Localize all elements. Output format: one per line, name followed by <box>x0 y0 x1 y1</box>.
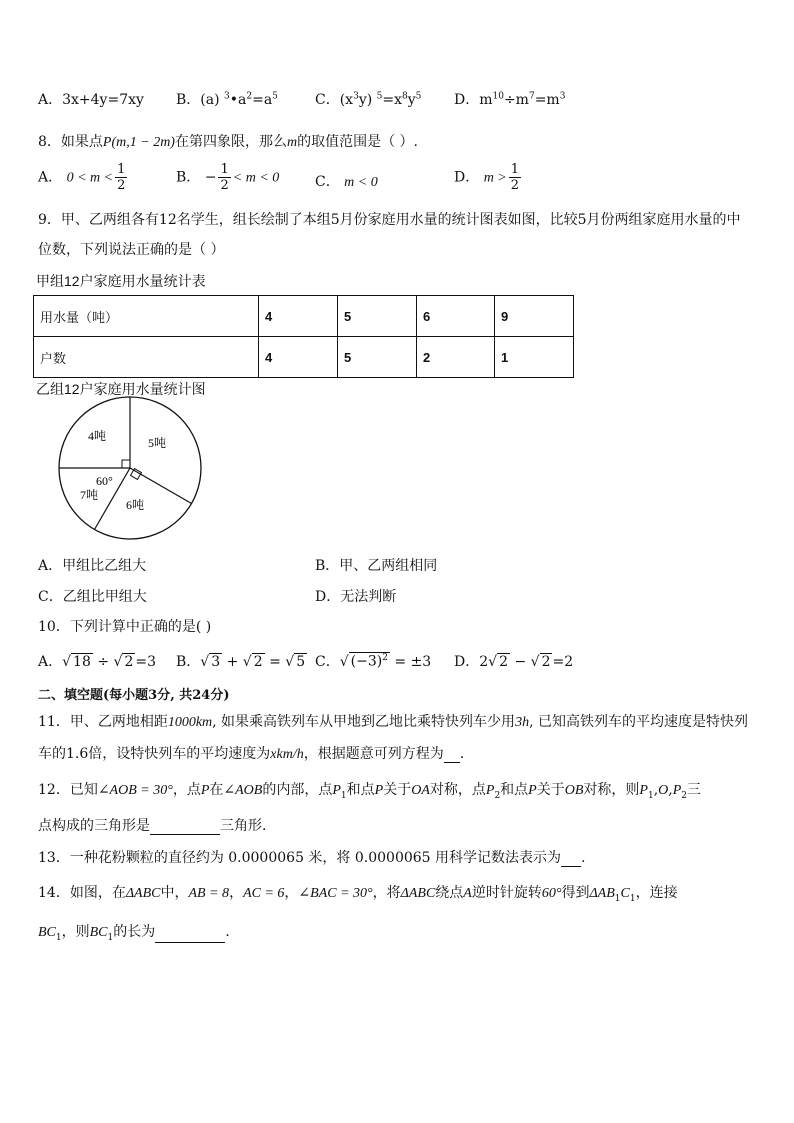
q14-a: 14．如图，在 <box>38 885 126 901</box>
q7-c-rest: y) <box>358 92 373 108</box>
q10-b-op: + <box>226 654 239 670</box>
q14-d: 绕点 <box>435 885 464 901</box>
q10-c-label: C． <box>315 654 340 670</box>
q8-d-expr: m > <box>483 170 507 186</box>
q9-option-d: D．无法判断 <box>315 589 397 605</box>
q12-g: 对称，点 <box>429 782 486 798</box>
pie-label-6: 6吨 <box>126 498 145 512</box>
q11-l1-post: , 已知高铁列车的平均速度是特快列 <box>529 714 748 730</box>
q12-p-3: P <box>528 783 537 798</box>
q12-line1: 12．已知∠AOB = 30°，点P在∠AOB的内部，点$P_1$和点P关于OA对称，点$P_2$和点P关于OB对称，则$P_1,O,P_2$三 <box>38 782 702 801</box>
q7-c-sup2: 5 <box>376 91 383 102</box>
q10-a-radicand2: 2 <box>124 654 134 670</box>
q10-d-radicand2: 2 <box>541 654 551 670</box>
q7-c-text: C．(x <box>315 92 354 108</box>
table-cell: 用水量（吨） <box>34 296 259 337</box>
table-row <box>34 296 574 337</box>
q7-c-sup: 3 <box>353 91 359 102</box>
q11-speed: xkm/h <box>270 747 304 762</box>
q10-c-radical <box>349 652 390 670</box>
q11-line1 <box>38 711 748 731</box>
q14-e: 逆时针旋转 <box>471 885 542 901</box>
q14-bc1-2: BC <box>89 925 108 940</box>
q12-set-p2: P <box>672 783 682 798</box>
q10-a-radicand1: 18 <box>73 654 91 670</box>
q10-a-result: =3 <box>135 654 156 670</box>
q7-c-sup3: 8 <box>402 91 408 102</box>
q10-d-result: =2 <box>552 654 574 670</box>
q8-b-minus: − <box>204 169 217 186</box>
q8-d-label: D． <box>454 169 480 186</box>
q12-i: 对称，则 <box>583 782 640 798</box>
section-heading: 二、填空题(每小题3分, 共24分) <box>38 688 230 703</box>
q13-text: 13．一种花粉颗粒的直径约为 0.0000065 米，将 0.0000065 用科学记数法表示为 <box>38 850 562 866</box>
q10-d-radicand1: 2 <box>499 654 508 670</box>
q7-d-rest: ÷m <box>503 92 529 108</box>
q8-option-b <box>176 163 279 192</box>
q8-stem-post: 的取值范围是（ ）. <box>297 134 418 150</box>
q7-b-sup2: 2 <box>246 91 253 102</box>
q9-option-a: A．甲组比乙组大 <box>38 558 147 574</box>
q14-ac: AC = 6 <box>243 886 285 901</box>
q8-d-fraction <box>509 163 521 192</box>
right-angle-mark <box>122 460 130 468</box>
pie-label-4: 4吨 <box>88 429 107 443</box>
q7-c-sup4: 5 <box>415 91 422 102</box>
q14-l2-b: ，则 <box>61 924 90 940</box>
q7-b-text: B．(a) <box>176 92 220 108</box>
q12-p: P <box>200 783 210 798</box>
table-cell: 2 <box>417 337 495 378</box>
q12-l2-pre: 点构成的三角形是 <box>38 818 150 834</box>
q9-pie-chart <box>52 392 212 552</box>
q11-l2-pre: 车的1.6倍，设特快列车的平均速度为 <box>38 746 271 762</box>
table-cell: 9 <box>495 296 574 337</box>
q8-d-num: 1 <box>510 162 520 177</box>
q7-b-rest2: =a <box>252 92 273 108</box>
q12-a: 12．已知 <box>38 782 98 798</box>
q8-a-num: 1 <box>117 162 126 177</box>
q9-table-title: 甲组12户家庭用水量统计表 <box>36 273 206 289</box>
q10-b-eq: = <box>269 654 281 670</box>
q7-d-text: D．m <box>454 92 493 108</box>
q10-option-a: A．√ 18 ÷ √ 2 =3 <box>38 654 156 670</box>
q7-b-sup3: 5 <box>272 91 278 102</box>
q14-f: 得到 <box>561 885 590 901</box>
pie-label-7: 7吨 <box>80 488 99 502</box>
q7-d-sup3: 3 <box>559 91 566 102</box>
q10-c-inner: (−3) <box>350 654 383 670</box>
q12-b: ，点 <box>172 782 201 798</box>
q12-f2: 关于 <box>536 782 565 798</box>
q8-stem-mid: 在第四象限，那么 <box>174 134 287 150</box>
q13-end: . <box>581 850 586 866</box>
table-cell: 4 <box>259 337 338 378</box>
q10-c-exp: 2 <box>382 653 388 664</box>
q14-g: ，连接 <box>635 885 678 901</box>
table-cell: 5 <box>338 296 417 337</box>
answer-blank <box>155 928 225 943</box>
q8-b-num: 1 <box>220 162 229 177</box>
q14-l2-c: 的长为 <box>113 924 156 940</box>
q7-option-a: A．3x+4y=7xy <box>38 92 144 108</box>
q8-a-den: 2 <box>117 178 126 193</box>
answer-blank <box>444 748 460 763</box>
q14-deg: 60° <box>541 886 562 901</box>
q12-h: 和点 <box>500 782 529 798</box>
q11-line2: 车的1.6倍，设特快列车的平均速度为xkm/h，根据题意可列方程为 . <box>38 746 465 762</box>
table-cell: 户数 <box>34 337 259 378</box>
q11-time: 3h <box>515 715 530 730</box>
q10-d-label: D． <box>454 654 480 670</box>
q8-a-fraction <box>115 163 127 192</box>
q7-d-sup: 10 <box>492 91 504 102</box>
q10-stem: 10．下列计算中正确的是( ) <box>38 619 212 635</box>
q7-option-b <box>176 89 278 109</box>
q13-line <box>38 847 585 867</box>
q11-dist: 1000km <box>167 715 213 730</box>
q14-tri2: ΔABC <box>400 886 436 901</box>
q7-b-sup: 3 <box>224 91 230 102</box>
q8-b-fraction <box>218 163 230 192</box>
table-cell: 6 <box>417 296 495 337</box>
q8-c-expr: m < 0 <box>344 175 378 190</box>
q8-stem <box>38 131 418 151</box>
q12-oa: OA <box>411 783 430 798</box>
q14-line1: 14．如图，在ΔABC中，AB = 8，AC = 6，∠BAC = 30°，将ΔABC绕点A逆时针旋转60°得到$\Delta AB_1C_1$，连接 <box>38 885 678 904</box>
q9-stem-line1: 9．甲、乙两组各有12名学生，组长绘制了本组5月份家庭用水量的统计图表如图，比较5月份两组家庭用水量的中 <box>38 212 741 228</box>
q12-p2: P <box>485 783 495 798</box>
q7-c-rest3: y <box>407 92 416 108</box>
q12-p-2: P <box>374 783 384 798</box>
q9-option-b: B．甲、乙两组相同 <box>315 558 438 574</box>
q14-line2: $BC_1$，则$BC_1$的长为 . <box>38 924 230 943</box>
q14-end: . <box>225 924 230 940</box>
q8-b-den: 2 <box>220 178 229 193</box>
q9-option-c: C．乙组比甲组大 <box>38 589 147 605</box>
q12-j: 三 <box>687 782 702 798</box>
q12-l2-post: 三角形. <box>220 818 267 834</box>
answer-blank <box>561 852 581 867</box>
q12-d: 的内部，点 <box>262 782 333 798</box>
q8-b-label: B． <box>176 169 201 186</box>
q12-f: 关于 <box>383 782 412 798</box>
table-cell: 1 <box>495 337 574 378</box>
q7-b-rest: •a <box>229 92 247 108</box>
q8-var: m <box>286 135 298 150</box>
q7-d-sup2: 7 <box>528 91 535 102</box>
q11-l2-post: ，根据题意可列方程为 <box>303 746 444 762</box>
q8-option-c <box>315 171 378 191</box>
answer-blank <box>150 820 220 835</box>
table-row <box>34 337 574 378</box>
q8-option-d <box>454 163 523 192</box>
q14-b: 中， <box>160 885 189 901</box>
q8-c-label: C． <box>315 174 340 190</box>
q14-tri: ΔABC <box>125 886 161 901</box>
q8-a-label: A． <box>38 169 63 186</box>
q8-stem-pre: 8．如果点 <box>38 134 103 150</box>
q10-option-c: C．√ $(-3)^2 = \pm 3$ <box>315 653 432 670</box>
q14-bc1: BC <box>38 925 56 940</box>
q8-point: P(m,1 − 2m) <box>102 135 175 150</box>
q9-water-table <box>33 295 574 378</box>
q10-d-coef: 2 <box>479 654 489 670</box>
q7-option-d <box>454 89 565 109</box>
q12-line2 <box>38 815 266 835</box>
q12-ob: OB <box>564 783 584 798</box>
q9-chart-title: 乙组12户家庭用水量统计图 <box>36 381 206 397</box>
pie-label-5: 5吨 <box>148 436 167 450</box>
q14-pointA: A <box>463 886 472 901</box>
q8-b-expr: < m < 0 <box>232 170 280 186</box>
q11-l1-mid: , 如果乘高铁列车从甲地到乙地比乘特快列车少用 <box>212 714 516 730</box>
q8-d-den: 2 <box>510 178 520 193</box>
q10-b-radicand3: 5 <box>296 654 306 670</box>
q12-c: 在 <box>209 782 224 798</box>
q12-set-p1: P <box>639 783 648 798</box>
q11-l1-pre: 11．甲、乙两地相距 <box>38 714 168 730</box>
q12-angle: ∠AOB = 30° <box>97 783 173 798</box>
q10-c-result: = ±3 <box>394 654 432 670</box>
q12-e: 和点 <box>346 782 375 798</box>
q14-c: ，将 <box>372 885 401 901</box>
q7-d-rest2: =m <box>534 92 560 108</box>
table-cell: 4 <box>259 296 338 337</box>
pie-angle-label: 60° <box>96 474 113 488</box>
q10-b-radicand1: 3 <box>211 654 221 670</box>
q10-option-d: D．2√ 2 − √ 2 =2 <box>454 654 574 670</box>
q8-option-a <box>38 163 129 192</box>
q10-a-label: A． <box>38 654 63 670</box>
q9-stem-line2: 位数，下列说法正确的是（ ） <box>38 242 225 258</box>
q10-option-b: B．√ 3 + √ 2 = √ 5 <box>176 654 306 670</box>
q12-angle2: ∠AOB <box>223 783 263 798</box>
q14-tri3: ΔAB <box>589 886 615 901</box>
q10-a-op: ÷ <box>97 654 110 670</box>
q7-option-c <box>315 89 421 109</box>
q7-c-rest2: =x <box>382 92 403 108</box>
table-cell: 5 <box>338 337 417 378</box>
q10-d-op: − <box>514 654 527 670</box>
q10-b-label: B． <box>176 654 201 670</box>
q10-b-radicand2: 2 <box>253 654 263 670</box>
q8-a-expr: 0 < m < <box>66 170 114 186</box>
q14-bac: ∠BAC = 30° <box>298 886 373 901</box>
q14-ab: AB = 8 <box>188 886 230 901</box>
q12-p1: P <box>332 783 341 798</box>
